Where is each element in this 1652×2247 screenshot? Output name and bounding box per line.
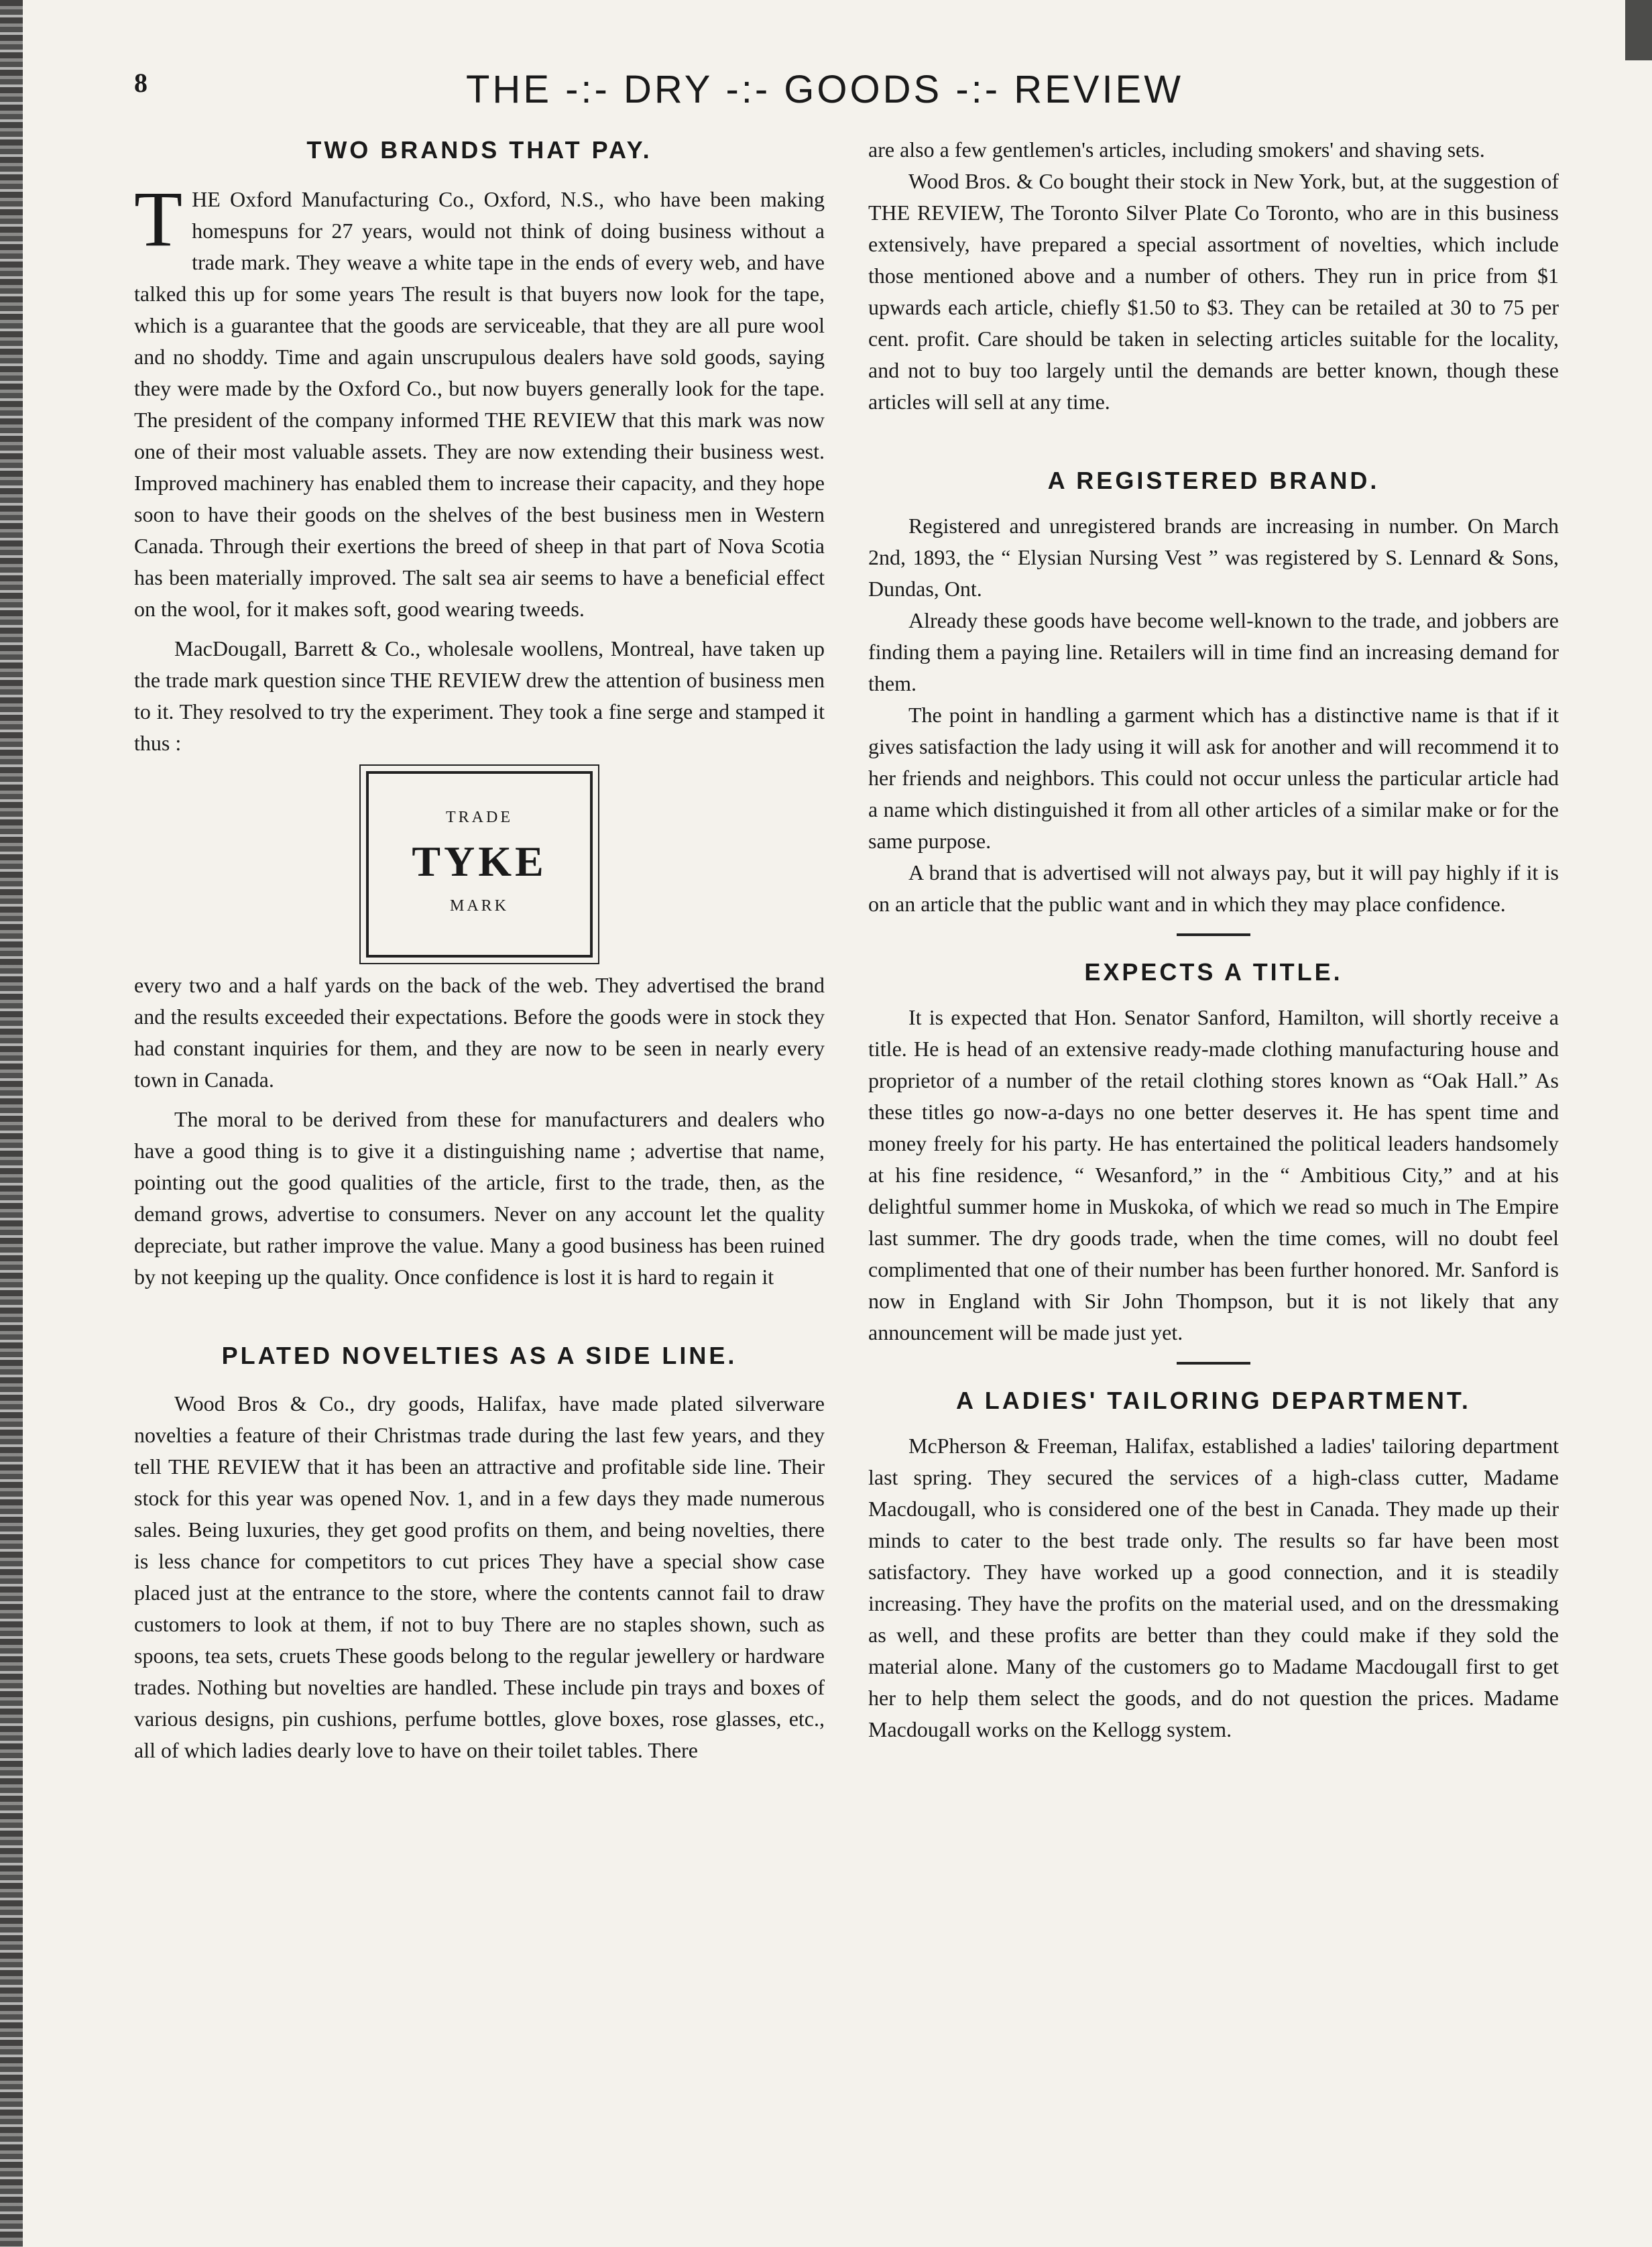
article-heading: PLATED NOVELTIES AS A SIDE LINE. [221,1342,738,1369]
article-paragraph: It is expected that Hon. Senator Sanford, Hamilton, will shortly receive a title. He is head of an extensive ready-made clothing manufacturing house and proprietor of a number of the retail clothing stores known as “Oak Hall.” As these titles go now-a-days no one better deserves it. He has spent time and money freely for his party. He has entertained the political leaders handsomely at his fine residence, “ Wesanford,” in the “ Ambitious City,” and at his delightful summer home in Muskoka, of which we read so much in The Empire last summer. The dry goods trade, when the time comes, will no doubt feel complimented that one of their number has been further honored. Mr. Sanford is now in England with Sir John Thompson, but it is not likely that any announcement will be made just yet. [868,1005,1559,1344]
article-paragraph: Wood Bros & Co., dry goods, Halifax, have made plated silverware novelties a feature of their Christmas trade during the last few years, and they tell THE REVIEW that it has been an attractive and profitable side line. Their stock for this year was opened Nov. 1, and in a few days they made numerous sales. Being luxuries, they get good profits on them, and being novelties, there is less chance for competitors to cut prices They have a special show case placed just at the entrance to the store, where the contents cannot fail to draw customers to look at them, if not to buy There are no staples shown, such as spoons, tea sets, cruets These goods belong to the regular jewellery or hardware trades. Nothing but novelties are handled. These include pin trays and boxes of various designs, pin cushions, perfume bottles, glove boxes, rose glasses, etc., all of which ladies dearly love to have on their toilet tables. There [134,1391,825,1762]
article-ladies-tailoring [868,1385,1559,1745]
section-divider [1177,933,1250,936]
trademark-box [366,771,593,958]
right-column [868,134,1559,2213]
article-paragraph: MacDougall, Barrett & Co., wholesale woollens, Montreal, have taken up the trade mark question since THE REVIEW drew the attention of business men to it. They resolved to try the experiment. They took a fine serge and stamped it thus : [134,636,825,755]
article-heading: A LADIES' TAILORING DEPARTMENT. [956,1387,1471,1414]
section-divider [1177,1362,1250,1365]
article-paragraph: McPherson & Freeman, Halifax, established a ladies' tailoring department last spring. They secured the services of a high-class cutter, Madame Macdougall, who is considered one of the best in Canada. They made up their minds to cater to the best trade only. The results so far have been most satisfactory. They have worked up a good connection, and it is steadily increasing. They have the profits on the material used, and on the dressmaking as well, and these profits are better than they could make if they sold the material alone. Many of the customers go to Madame Macdougall first to get her to help them select the goods, and do not question the prices. Madame Macdougall works on the Kellogg system. [868,1434,1559,1741]
paragraph-text: HE Oxford Manufacturing Co., Oxford, N.S., who have been making homespuns for 27 years, would not think of doing business without a trade mark. They weave a white tape in the ends of every web, and have talked this up for some years The result is that buyers now look for the tape, which is a guarantee that the goods are serviceable, that they are all pure wool and no shoddy. Time and again unscrupulous dealers have sold goods, saying they were made by the Oxford Co., but now buyers generally look for the tape. The president of the company informed THE REVIEW that this mark was now one of their most valuable assets. They are now extending their business west. Improved machinery has enabled them to increase their capacity, and they hope soon to have their goods on the shelves of the best business men in Western Canada. Through their exertions the breed of sheep in that part of Nova Scotia has been materially improved. The salt sea air seems to have a beneficial effect on the wool, for it makes soft, good wearing tweeds. [134,187,825,621]
page-number: 8 [134,68,148,98]
article-heading: A REGISTERED BRAND. [1047,467,1380,494]
left-column [134,134,825,2213]
trademark-name: TYKE [412,838,547,885]
article-paragraph: The point in handling a garment which has a distinctive name is that if it gives satisfaction the lady using it will ask for another and will recommend it to her friends and neighbors. This could not occur unless the particular article had a name which distinguished it from all other articles of a similar make or for the same purpose. [868,703,1559,853]
article-heading: TWO BRANDS THAT PAY. [306,136,652,164]
article-paragraph: Wood Bros. & Co bought their stock in New York, but, at the suggestion of THE REVIEW, The Toronto Silver Plate Co Toronto, who are in this business extensively, have prepared a special assortment of novelties, which include those mentioned above and a number of others. They run in price from $1 upwards each article, chiefly $1.50 to $3. They can be retailed at 30 to 75 per cent. profit. Care should be taken in selecting articles suitable for the locality, and not to buy too largely until the demands are better known, though these articles will sell at any time. [868,169,1559,414]
article-paragraph: every two and a half yards on the back of the web. They advertised the brand and the results exceeded their expectations. Before the goods were in stock they had constant inquiries for them, and they are now to be seen in nearly every town in Canada. [134,973,825,1092]
masthead [134,67,1515,127]
article-heading: EXPECTS A TITLE. [1084,958,1343,986]
article-two-brands [134,134,825,1293]
article-plated-novelties [134,1340,825,1766]
publication-title: THE -:- DRY -:- GOODS -:- REVIEW [466,68,1183,111]
article-registered-brand [868,465,1559,920]
article-paragraph: are also a few gentlemen's articles, including smokers' and shaving sets. [868,137,1485,162]
drop-cap: T [134,175,183,263]
article-expects-title [868,956,1559,1348]
article-paragraph: A brand that is advertised will not always pay, but it will pay highly if it is on an article that the public want and in which they may place confidence. [868,860,1559,916]
article-paragraph: The moral to be derived from these for manufacturers and dealers who have a good thing is to give it a distinguishing name ; advertise that name, pointing out the good qualities of the article, first to the trade, then, as the demand grows, advertise to consumers. Never on any account let the quality depreciate, but rather improve the value. Many a good business has been ruined by not keeping up the quality. Once confidence is lost it is hard to regain it [134,1107,825,1289]
article-novelties-continued [868,134,1559,418]
scan-edge-left [0,0,23,2247]
trademark-top-label: TRADE [446,809,513,826]
article-paragraph: Already these goods have become well-known to the trade, and jobbers are finding them a paying line. Retailers will in time find an increasing demand for them. [868,608,1559,695]
scan-edge-right [1625,0,1652,60]
trademark-bottom-label: MARK [449,897,509,915]
article-paragraph [134,175,825,625]
article-paragraph: Registered and unregistered brands are increasing in number. On March 2nd, 1893, the “ Elysian Nursing Vest ” was registered by S. Lennard & Sons, Dundas, Ont. [868,514,1559,601]
